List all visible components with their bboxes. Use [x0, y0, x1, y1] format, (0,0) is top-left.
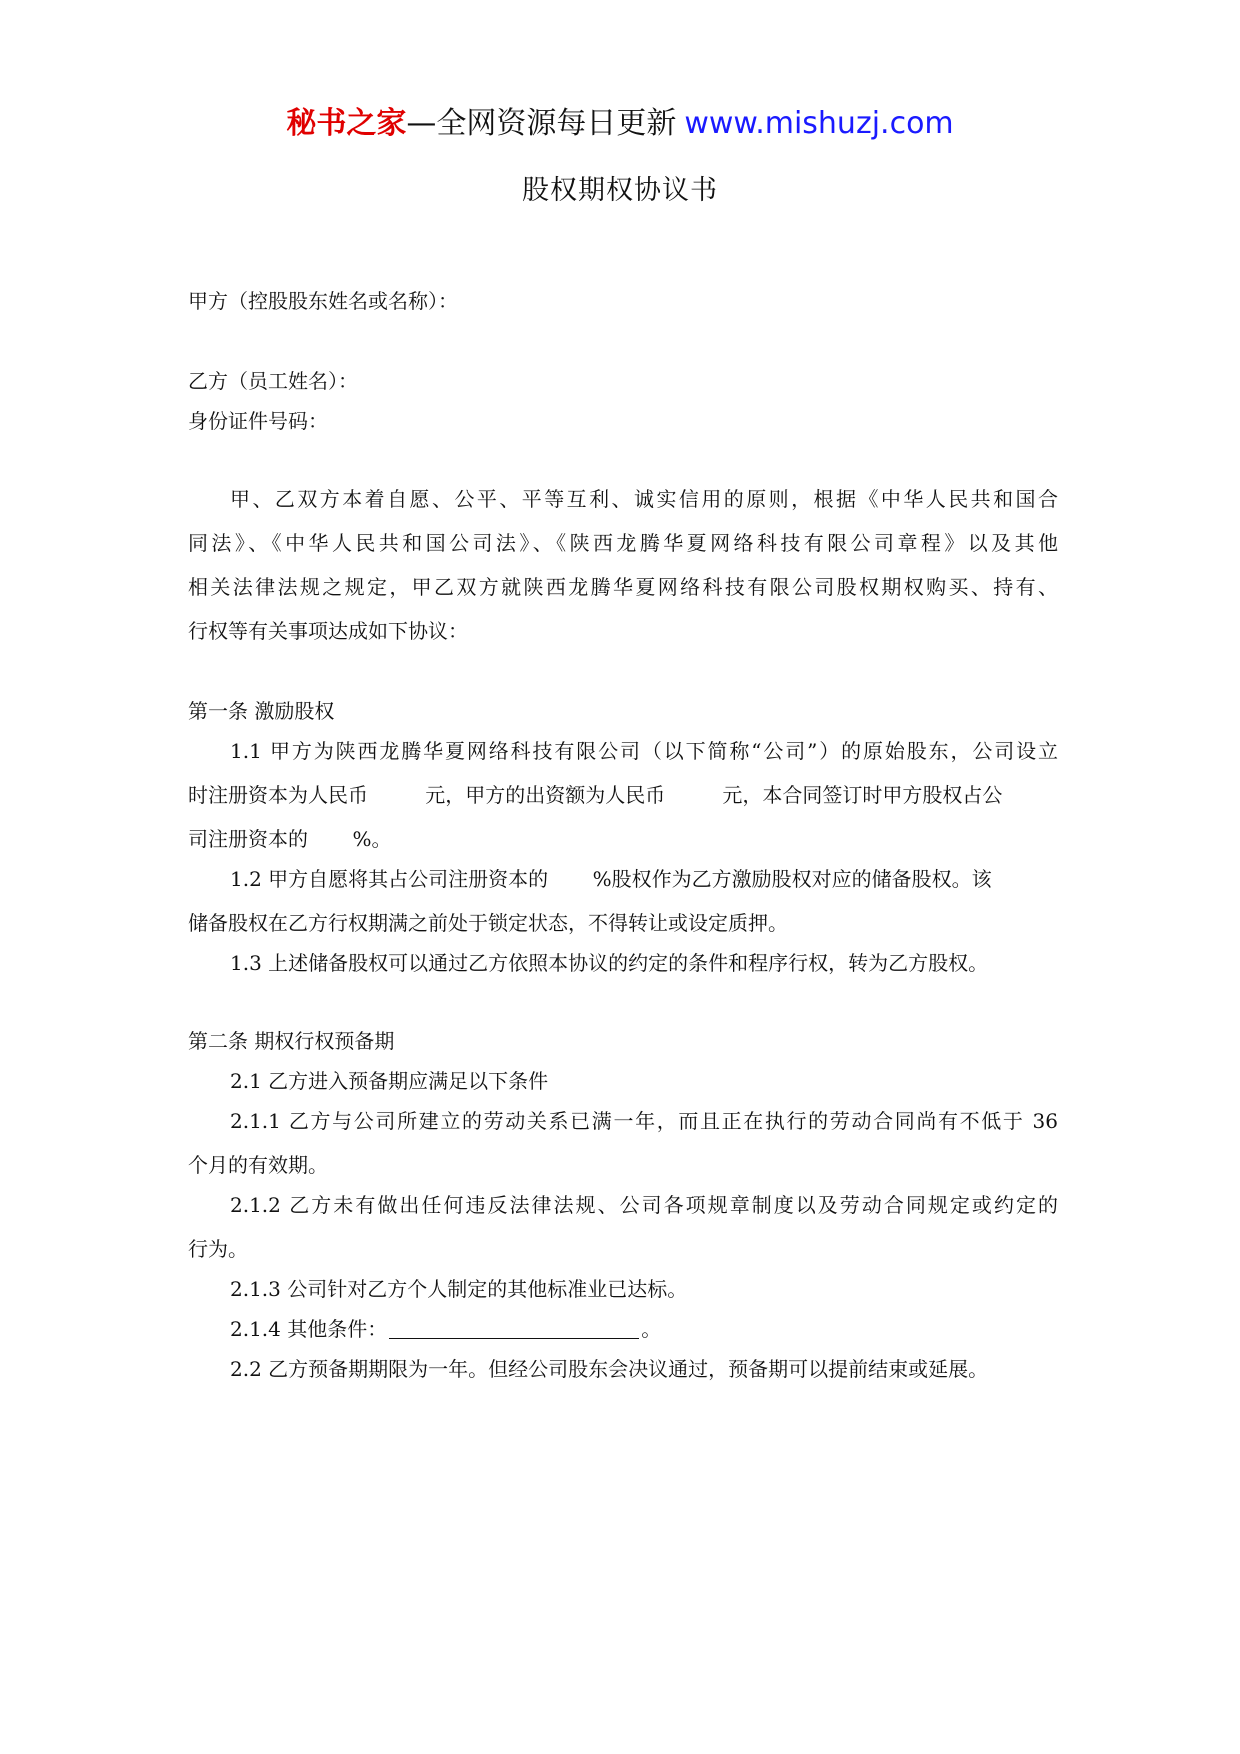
clause-2-1-4-suffix: 。 [641, 1317, 662, 1341]
document-title: 股权期权协议书 [522, 175, 718, 206]
site-banner [0, 98, 1240, 142]
clause-1-2-line: 储备股权在乙方行权期满之前处于锁定状态，不得转让或设定质押。 [188, 911, 788, 935]
other-conditions-blank[interactable] [389, 1318, 639, 1339]
clause-2-1-3: 2.1.3 公司针对乙方个人制定的其他标准业已达标。 [230, 1277, 688, 1301]
clause-2-1-4-label: 2.1.4 其他条件： [230, 1317, 388, 1341]
banner-slogan: 全网资源每日更新 [436, 106, 677, 141]
clause-2-1: 2.1 乙方进入预备期应满足以下条件 [230, 1069, 549, 1093]
clause-1-1-line: 司注册资本的 %。 [188, 827, 392, 851]
banner-brand: 秘书之家 [286, 106, 407, 141]
preamble-line: 甲、乙双方本着自愿、公平、平等互利、诚实信用的原则，根据《中华人民共和国合 [230, 487, 1058, 511]
preamble-line: 同法》、《中华人民共和国公司法》、《陕西龙腾华夏网络科技有限公司章程》以及其他 [188, 531, 1058, 555]
clause-2-1-2-line: 行为。 [188, 1237, 248, 1261]
clause-2-1-1-line: 个月的有效期。 [188, 1153, 328, 1177]
clause-1-1-line: 时注册资本为人民币 元，甲方的出资额为人民币 元，本合同签订时甲方股权占公 [188, 783, 1003, 807]
clause-2-1-1-line: 2.1.1 乙方与公司所建立的劳动关系已满一年，而且正在执行的劳动合同尚有不低于 36 [230, 1109, 1058, 1133]
clause-1-1-line: 1.1 甲方为陕西龙腾华夏网络科技有限公司（以下简称“公司”）的原始股东，公司设立 [230, 739, 1058, 763]
banner-dash: — [406, 106, 437, 141]
preamble-line: 行权等有关事项达成如下协议： [188, 619, 468, 643]
clause-2-1-2-line: 2.1.2 乙方未有做出任何违反法律法规、公司各项规章制度以及劳动合同规定或约定的 [230, 1193, 1058, 1217]
banner-url-link[interactable]: www.mishuzj.com [684, 106, 954, 141]
clause-1-2-line: 1.2 甲方自愿将其占公司注册资本的 %股权作为乙方激励股权对应的储备股权。该 [230, 867, 992, 891]
article-1-heading: 第一条 激励股权 [188, 699, 335, 723]
clause-2-1-4 [230, 1314, 1058, 1344]
party-a-label: 甲方（控股股东姓名或名称）： [188, 289, 458, 313]
id-number-label: 身份证件号码： [188, 409, 328, 433]
party-b-label: 乙方（员工姓名）： [188, 369, 358, 393]
article-2-heading: 第二条 期权行权预备期 [188, 1029, 395, 1053]
preamble-line: 相关法律法规之规定，甲乙双方就陕西龙腾华夏网络科技有限公司股权期权购买、持有、 [188, 575, 1058, 599]
clause-1-3: 1.3 上述储备股权可以通过乙方依照本协议的约定的条件和程序行权，转为乙方股权。 [230, 951, 989, 975]
clause-2-2: 2.2 乙方预备期期限为一年。但经公司股东会决议通过，预备期可以提前结束或延展。 [230, 1357, 989, 1381]
